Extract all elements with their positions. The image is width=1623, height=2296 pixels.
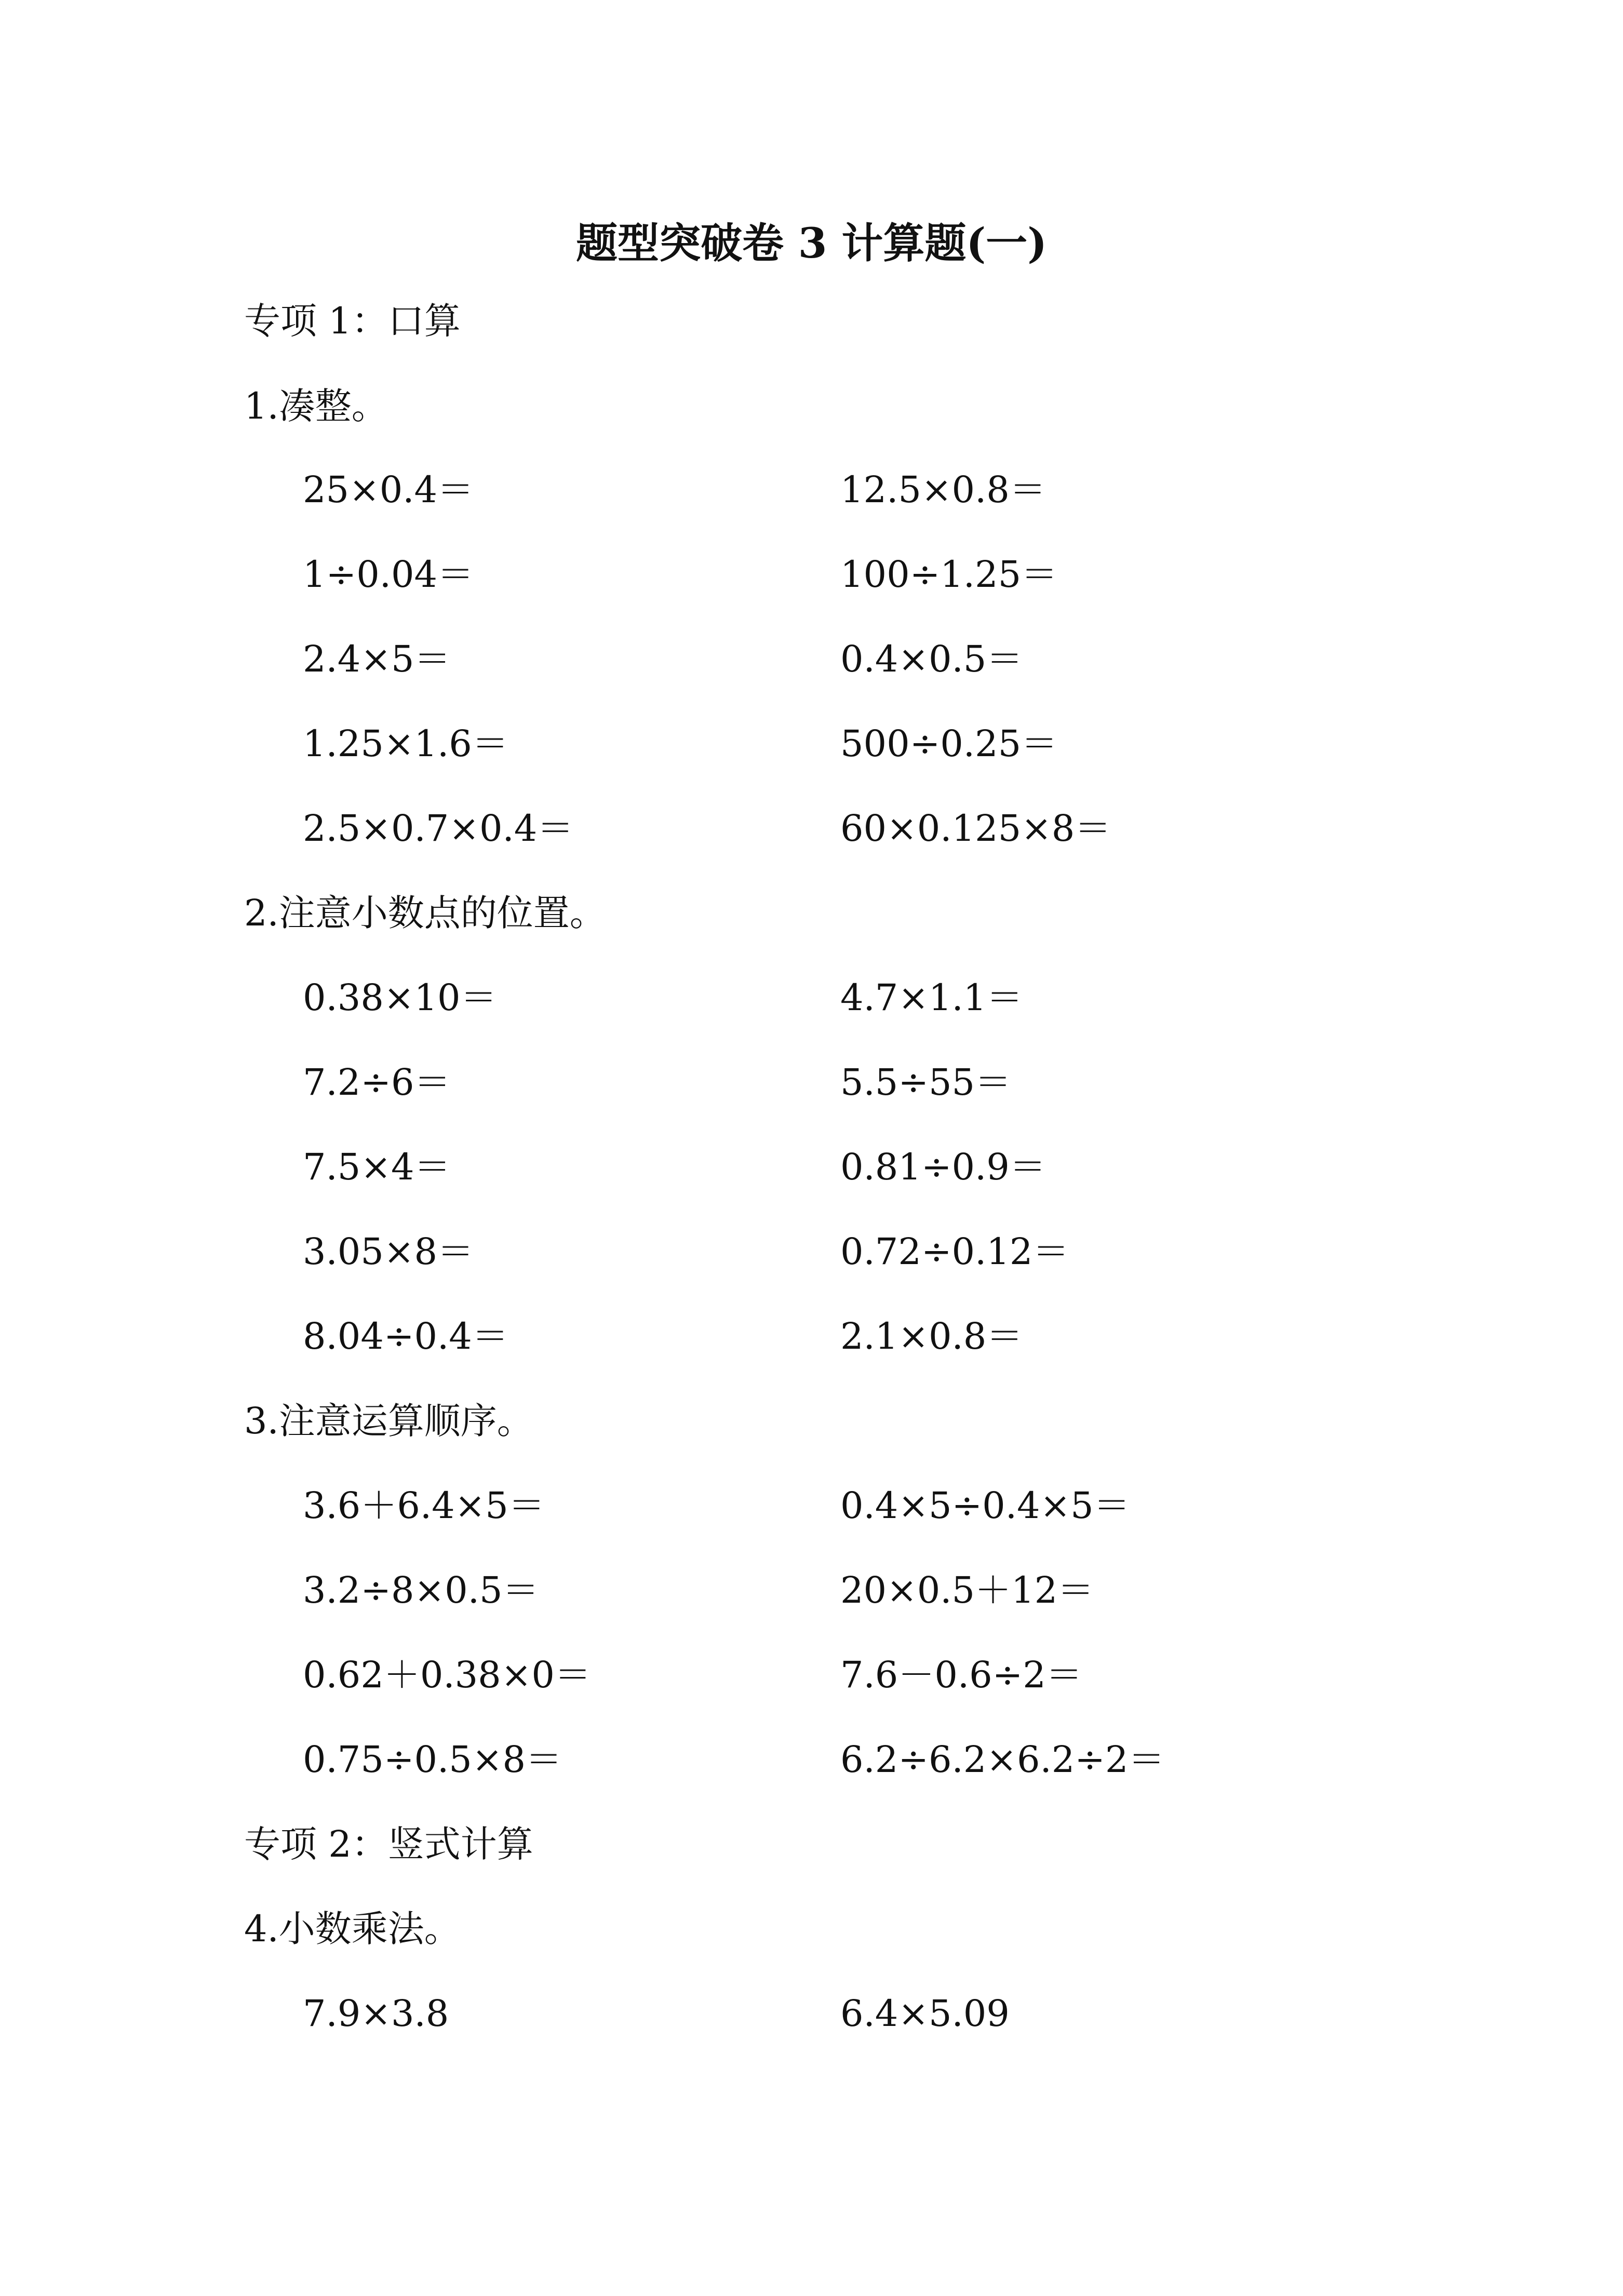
- q1-expression-5: 2.4×5＝: [303, 638, 451, 680]
- q4-expression-1: 7.9×3.8: [303, 1992, 449, 2035]
- q3-expression-7: 0.75÷0.5×8＝: [303, 1738, 562, 1781]
- q1-expression-9: 2.5×0.7×0.4＝: [303, 807, 574, 850]
- q2-expression-2: 4.7×1.1＝: [840, 976, 1023, 1019]
- q2-expression-5: 7.5×4＝: [303, 1146, 451, 1188]
- q4-expression-2: 6.4×5.09: [840, 1992, 1010, 2035]
- question-2-label: 2.注意小数点的位置。: [244, 892, 606, 934]
- q1-expression-10: 60×0.125×8＝: [840, 807, 1111, 850]
- q3-expression-3: 3.2÷8×0.5＝: [303, 1569, 539, 1612]
- q1-expression-1: 25×0.4＝: [303, 468, 474, 511]
- q2-expression-1: 0.38×10＝: [303, 976, 497, 1019]
- q3-expression-6: 7.6－0.6÷2＝: [840, 1654, 1082, 1696]
- q3-expression-1: 3.6＋6.4×5＝: [303, 1484, 545, 1527]
- q2-expression-6: 0.81÷0.9＝: [840, 1146, 1046, 1188]
- q3-expression-8: 6.2÷6.2×6.2÷2＝: [840, 1738, 1165, 1781]
- q3-expression-4: 20×0.5＋12＝: [840, 1569, 1094, 1612]
- q1-expression-3: 1÷0.04＝: [303, 553, 474, 596]
- q2-expression-9: 8.04÷0.4＝: [303, 1315, 508, 1358]
- q2-expression-3: 7.2÷6＝: [303, 1061, 451, 1104]
- q2-expression-10: 2.1×0.8＝: [840, 1315, 1023, 1358]
- question-3-label: 3.注意运算顺序。: [244, 1400, 533, 1442]
- question-1-label: 1.凑整。: [244, 385, 388, 427]
- q1-expression-2: 12.5×0.8＝: [840, 468, 1046, 511]
- q1-expression-6: 0.4×0.5＝: [840, 638, 1023, 680]
- page-title: 题型突破卷 3 计算题(一): [575, 219, 1048, 267]
- section-1-heading: 专项 1：口算: [244, 300, 461, 342]
- q2-expression-4: 5.5÷55＝: [840, 1061, 1012, 1104]
- q1-expression-8: 500÷0.25＝: [840, 722, 1058, 765]
- q1-expression-4: 100÷1.25＝: [840, 553, 1058, 596]
- q3-expression-2: 0.4×5÷0.4×5＝: [840, 1484, 1130, 1527]
- q1-expression-7: 1.25×1.6＝: [303, 722, 508, 765]
- section-2-heading: 专项 2：竖式计算: [244, 1823, 533, 1865]
- q2-expression-8: 0.72÷0.12＝: [840, 1230, 1069, 1273]
- question-4-label: 4.小数乘法。: [244, 1908, 461, 1950]
- q3-expression-5: 0.62＋0.38×0＝: [303, 1654, 591, 1696]
- q2-expression-7: 3.05×8＝: [303, 1230, 474, 1273]
